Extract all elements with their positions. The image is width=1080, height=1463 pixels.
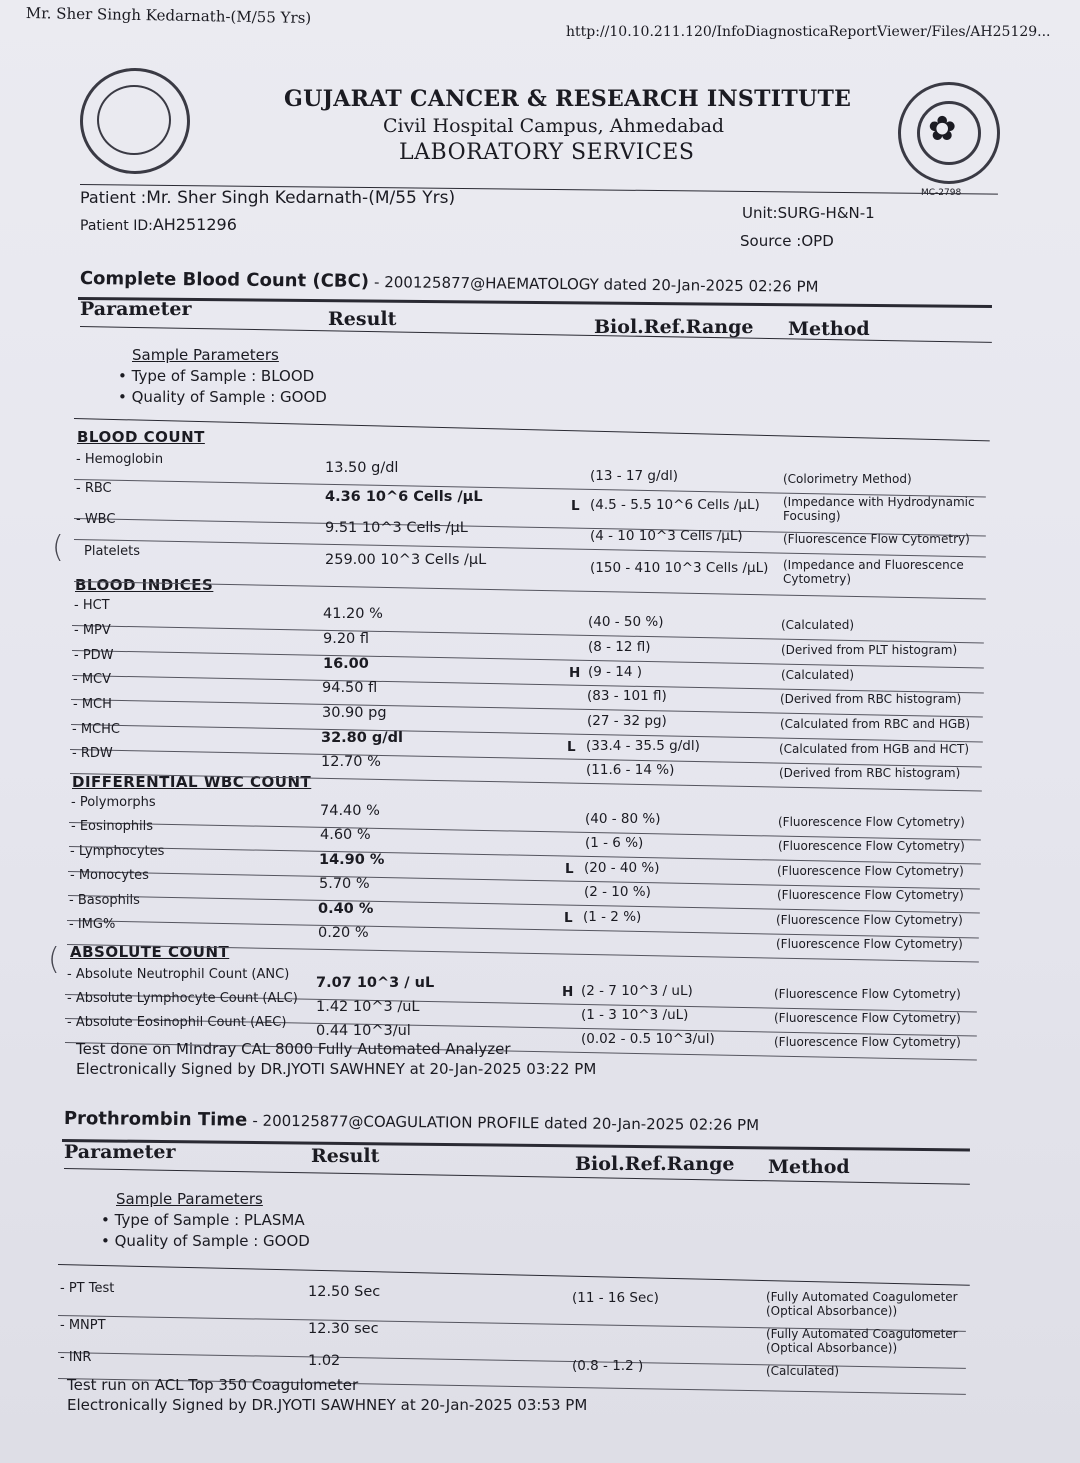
parameter-name: - MNPT [60,1318,106,1333]
result-value: 12.30 sec [308,1321,379,1337]
parameter-name: - Lymphocytes [70,844,165,859]
method-text: (Impedance with Hydrodynamic Focusing) [783,495,975,523]
method-text: (Fluorescence Flow Cytometry) [776,913,963,927]
method-text: (Derived from RBC histogram) [780,692,962,706]
result-value: 5.70 % [319,876,370,892]
method-text: (Fluorescence Flow Cytometry) [777,888,964,902]
accreditation-code: MC-2798 [921,188,962,198]
reference-range: (0.02 - 0.5 10^3/ul) [581,1031,715,1047]
reference-range: (2 - 10 %) [584,884,651,900]
reference-range: (20 - 40 %) [584,860,660,876]
parameter-name: - Basophils [69,893,140,908]
parameter-name: - Eosinophils [71,819,154,834]
abnormal-flag: H [569,665,581,681]
result-value: 30.90 pg [322,705,387,721]
method-text: (Derived from RBC histogram) [779,766,961,780]
parameter-name: - MCHC [72,722,120,737]
parameter-name: - WBC [76,512,116,527]
parameter-name: - MPV [74,623,111,638]
reference-range: (4 - 10 10^3 Cells /µL) [590,528,743,544]
group-absolute-count: ABSOLUTE COUNT [70,943,230,961]
institute-seal-logo [80,68,190,174]
result-value: 32.80 g/dl [321,730,403,746]
cbc-signature-note: Electronically Signed by DR.JYOTI SAWHNEY at 20-Jan-2025 03:22 PM [76,1060,597,1078]
result-value: 94.50 fl [322,680,378,696]
result-value: 9.20 fl [323,631,370,647]
pt-section-title: Prothrombin Time - 200125877@COAGULATION PROFILE dated 20-Jan-2025 02:26 PM [63,1108,760,1135]
abnormal-flag: L [567,739,576,755]
reference-range: (13 - 17 g/dl) [590,468,679,484]
parameter-name: - Absolute Eosinophil Count (AEC) [67,1015,287,1030]
method-text: (Fully Automated Coagulometer (Optical Absorbance)) [766,1327,958,1355]
reference-range: (150 - 410 10^3 Cells /µL) [590,560,769,576]
method-text: (Colorimetry Method) [783,472,912,486]
handwritten-bracket-mark: ( [48,942,60,977]
parameter-name: - HCT [74,598,110,613]
cbc-col-range: Biol.Ref.Range [594,316,754,338]
pt-sample-type: • Type of Sample : PLASMA [101,1211,305,1229]
pt-col-parameter: Parameter [64,1141,176,1163]
result-value: 13.50 g/dl [325,460,399,476]
method-text: (Calculated from HGB and HCT) [779,742,970,756]
reference-range: (0.8 - 1.2 ) [572,1358,644,1374]
parameter-name: - RDW [72,746,113,761]
abnormal-flag: H [562,984,574,1000]
reference-range: (11.6 - 14 %) [586,762,675,778]
method-text: (Fluorescence Flow Cytometry) [778,839,965,853]
result-value: 1.42 10^3 /uL [316,999,420,1015]
method-text: (Fluorescence Flow Cytometry) [774,1035,961,1049]
parameter-name: - Absolute Lymphocyte Count (ALC) [67,991,298,1006]
result-value: 4.60 % [320,827,371,843]
group-blood-indices: BLOOD INDICES [75,576,214,594]
method-text: (Fluorescence Flow Cytometry) [774,1011,961,1025]
method-text: (Fluorescence Flow Cytometry) [776,937,963,951]
cbc-sample-quality: • Quality of Sample : GOOD [118,388,327,406]
result-value: 12.50 Sec [308,1284,381,1300]
reference-range: (40 - 50 %) [588,614,664,630]
method-text: (Calculated) [781,668,855,682]
institute-campus: Civil Hospital Campus, Ahmedabad [383,115,725,137]
result-value: 259.00 10^3 Cells /µL [325,552,487,568]
laboratory-services: LABORATORY SERVICES [399,140,695,165]
method-text: (Fluorescence Flow Cytometry) [778,815,965,829]
method-text: (Derived from PLT histogram) [781,643,958,657]
cbc-sample-type: • Type of Sample : BLOOD [118,367,315,385]
abnormal-flag: L [571,498,580,514]
pt-sample-quality: • Quality of Sample : GOOD [101,1232,310,1250]
method-text: (Calculated) [781,618,855,632]
cbc-title-rule [78,297,992,308]
parameter-name: - MCV [73,672,112,687]
reference-range: (8 - 12 fl) [588,639,651,655]
patient-name: Patient :Mr. Sher Singh Kedarnath-(M/55 Yrs) [80,188,456,208]
method-text: (Calculated) [766,1364,840,1378]
abnormal-flag: L [565,861,574,877]
method-text: (Fluorescence Flow Cytometry) [774,987,961,1001]
method-text: (Fully Automated Coagulometer (Optical Absorbance)) [766,1290,958,1318]
print-header-url: http://10.10.211.120/InfoDiagnosticaReportViewer/Files/AH25129... [566,24,1051,40]
parameter-name: - RBC [76,481,112,496]
method-text: (Fluorescence Flow Cytometry) [783,532,970,546]
parameter-name: - PT Test [60,1281,115,1296]
reference-range: (1 - 2 %) [583,909,642,925]
cbc-analyzer-note: Test done on Mindray CAL 8000 Fully Automated Analyzer [76,1040,511,1058]
patient-id: Patient ID:AH251296 [80,215,237,234]
pt-analyzer-note: Test run on ACL Top 350 Coagulometer [67,1376,359,1394]
pt-sample-rule [58,1264,970,1286]
pt-col-method: Method [768,1156,850,1178]
group-differential-wbc: DIFFERENTIAL WBC COUNT [72,773,312,791]
reference-range: (33.4 - 35.5 g/dl) [586,738,700,754]
reference-range: (1 - 6 %) [585,835,644,851]
result-value: 12.70 % [321,754,381,770]
pt-col-range: Biol.Ref.Range [575,1153,735,1175]
method-text: (Impedance and Fluorescence Cytometry) [783,558,964,586]
result-value: 4.36 10^6 Cells /µL [325,489,483,505]
reference-range: (83 - 101 fl) [587,688,667,704]
reference-range: (4.5 - 5.5 10^6 Cells /µL) [590,497,760,513]
pt-sample-parameters-title: Sample Parameters [116,1190,263,1208]
accreditation-seal-logo: ✿ [898,82,1000,184]
result-value: 0.44 10^3/ul [316,1023,411,1039]
institute-name: GUJARAT CANCER & RESEARCH INSTITUTE [284,86,852,112]
cbc-col-parameter: Parameter [80,298,192,320]
parameter-name: - Polymorphs [71,795,156,810]
patient-source: Source :OPD [740,232,834,250]
reference-range: (9 - 14 ) [588,664,643,680]
result-value: 41.20 % [323,606,383,622]
handwritten-bracket-mark: ( [52,530,64,565]
cbc-col-method: Method [788,318,870,340]
result-value: 74.40 % [320,803,380,819]
method-text: (Calculated from RBC and HGB) [780,717,971,731]
reference-range: (1 - 3 10^3 /uL) [581,1007,689,1023]
parameter-name: - INR [60,1350,92,1365]
result-value: 1.02 [308,1353,341,1369]
result-value: 16.00 [323,656,369,672]
group-blood-count: BLOOD COUNT [77,428,205,446]
cbc-col-result: Result [328,308,397,330]
parameter-name: - IMG% [69,917,116,932]
print-header-patient: Mr. Sher Singh Kedarnath-(M/55 Yrs) [25,4,312,27]
pt-col-result: Result [311,1145,380,1167]
result-value: 9.51 10^3 Cells /µL [325,520,468,536]
parameter-name: - MCH [73,697,112,712]
parameter-name: - Monocytes [70,868,149,883]
result-value: 0.40 % [318,901,374,917]
patient-unit: Unit:SURG-H&N-1 [742,204,875,222]
method-text: (Fluorescence Flow Cytometry) [777,864,964,878]
parameter-name: Platelets [84,544,140,559]
reference-range: (2 - 7 10^3 / uL) [581,983,693,999]
pt-title-rule [62,1139,970,1152]
pt-signature-note: Electronically Signed by DR.JYOTI SAWHNEY at 20-Jan-2025 03:53 PM [67,1396,588,1414]
result-value: 7.07 10^3 / uL [316,975,435,991]
cbc-sample-rule [74,418,990,441]
cbc-sample-parameters-title: Sample Parameters [132,346,279,364]
parameter-name: - Absolute Neutrophil Count (ANC) [67,967,290,982]
reference-range: (27 - 32 pg) [587,713,667,729]
result-value: 14.90 % [319,852,385,868]
reference-range: (40 - 80 %) [585,811,661,827]
reference-range: (11 - 16 Sec) [572,1290,659,1306]
cbc-section-title: Complete Blood Count (CBC) - 200125877@HAEMATOLOGY dated 20-Jan-2025 02:26 PM [79,268,819,296]
abnormal-flag: L [564,910,573,926]
result-value: 0.20 % [318,925,369,941]
parameter-name: - PDW [74,648,114,663]
parameter-name: - Hemoglobin [76,452,164,467]
